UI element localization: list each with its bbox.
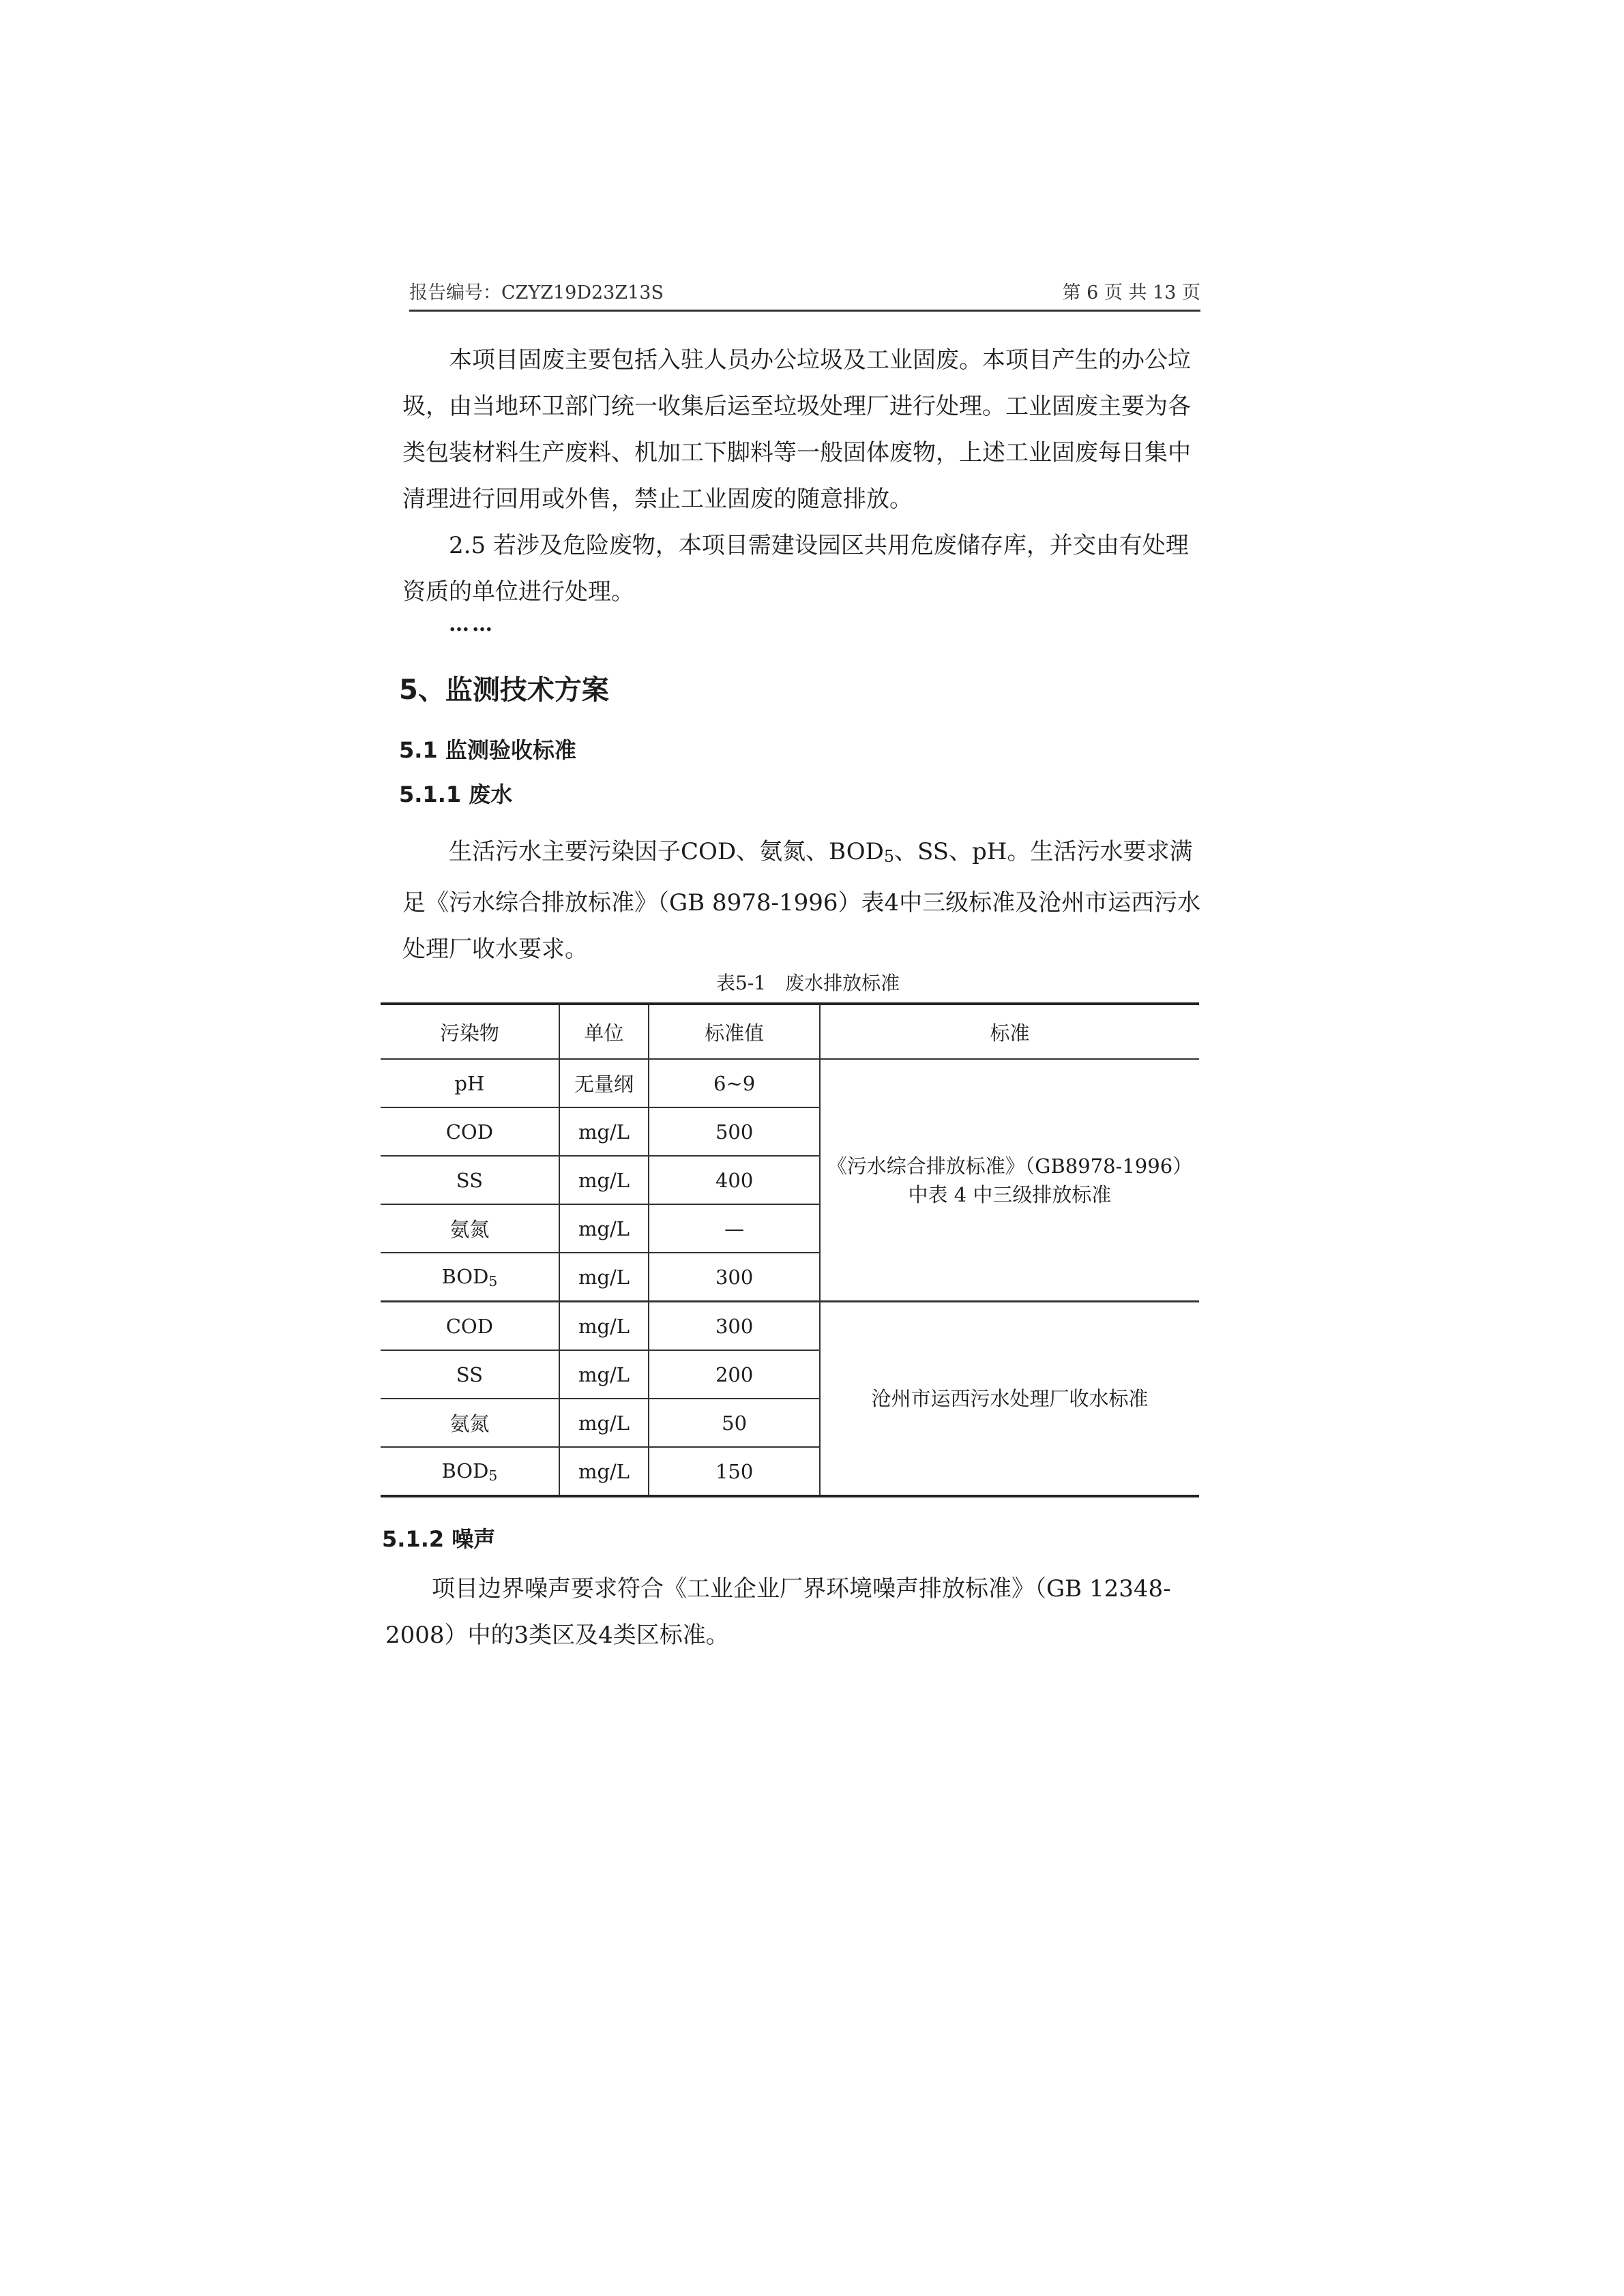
table-number: 表5-1	[716, 972, 767, 994]
unit-cell: 无量纲	[559, 1059, 649, 1107]
value-cell: 300	[649, 1253, 820, 1302]
unit-cell: mg/L	[559, 1156, 649, 1204]
standard-cell: 《污水综合排放标准》（GB8978-1996）中表 4 中三级排放标准	[820, 1059, 1199, 1302]
pollutant-cell: COD	[381, 1302, 559, 1351]
table-title: 废水排放标准	[785, 972, 900, 994]
paragraph-solid-waste: 本项目固废主要包括入驻人员办公垃圾及工业固废。本项目产生的办公垃圾，由当地环卫部门统一收集后运至垃圾处理厂进行处理。工业固废主要为各类包装材料生产废料、机加工下脚料等一般固体废物，上述工业固废每日集中清理进行回用或外售，禁止工业固废的随意排放。	[402, 346, 1191, 513]
subscript: 5	[488, 1467, 498, 1484]
table-header-row	[381, 1004, 1199, 1059]
subsection-heading-noise: 5.1.2 噪声	[382, 1526, 496, 1552]
unit-cell: mg/L	[559, 1107, 649, 1156]
paragraph-noise: 项目边界噪声要求符合《工业企业厂界环境噪声排放标准》（GB 12348-2008）中的3类区及4类区标准。	[385, 1575, 1171, 1649]
pollutant-cell: SS	[381, 1350, 559, 1399]
pollutant-cell: SS	[381, 1156, 559, 1204]
report-number: 报告编号：CZYZ19D23Z13S	[409, 282, 664, 303]
pollutant-name: BOD	[441, 1264, 489, 1288]
column-header: 单位	[559, 1004, 649, 1059]
unit-cell: mg/L	[559, 1447, 649, 1496]
paragraph-wastewater-part-a: 生活污水主要污染因子COD、氨氮、BOD	[449, 838, 884, 865]
unit-cell: mg/L	[559, 1204, 649, 1253]
value-cell: 200	[649, 1350, 820, 1399]
column-header: 标准值	[649, 1004, 820, 1059]
pollutant-cell: COD	[381, 1107, 559, 1156]
table-caption	[716, 968, 900, 996]
pollutant-cell	[381, 1447, 559, 1496]
pollutant-cell: 氨氮	[381, 1204, 559, 1253]
value-cell: 400	[649, 1156, 820, 1204]
page-header	[409, 280, 1200, 312]
unit-cell: mg/L	[559, 1302, 649, 1351]
subsection-heading: 5.1 监测验收标准	[399, 737, 576, 763]
column-header: 标准	[820, 1004, 1199, 1059]
paragraph-wastewater-part-b: 、SS、pH。生活污水要求满足《污水综合排放标准》（GB 8978-1996）表4中三级标准及沧州市运西污水处理厂收水要求。	[402, 838, 1201, 963]
page-number: 第 6 页 共 13 页	[1062, 282, 1200, 303]
unit-cell: mg/L	[559, 1350, 649, 1399]
value-cell: 300	[649, 1302, 820, 1351]
unit-cell: mg/L	[559, 1253, 649, 1302]
table-row	[381, 1302, 1199, 1351]
unit-cell: mg/L	[559, 1399, 649, 1447]
value-cell: 150	[649, 1447, 820, 1496]
pollutant-cell: 氨氮	[381, 1399, 559, 1447]
pollutant-cell: pH	[381, 1059, 559, 1107]
value-cell: 500	[649, 1107, 820, 1156]
section-heading: 5、监测技术方案	[399, 674, 609, 706]
subscript: 5	[883, 847, 895, 866]
value-cell: —	[649, 1204, 820, 1253]
paragraph-hazardous-waste: 2.5 若涉及危险废物，本项目需建设园区共用危废储存库，并交由有处理资质的单位进行处理。	[402, 532, 1189, 606]
subscript: 5	[488, 1272, 498, 1289]
paragraph-wastewater	[402, 829, 1204, 972]
pollutant-cell	[381, 1253, 559, 1302]
subsection-heading-wastewater: 5.1.1 废水	[399, 781, 513, 807]
column-header: 污染物	[381, 1004, 559, 1059]
value-cell: 50	[649, 1399, 820, 1447]
paragraph-ellipsis: ……	[449, 612, 495, 636]
standard-cell: 沧州市运西污水处理厂收水标准	[820, 1302, 1199, 1497]
table-row	[381, 1059, 1199, 1107]
wastewater-standard-table	[381, 1002, 1199, 1497]
pollutant-name: BOD	[441, 1459, 489, 1482]
value-cell: 6~9	[649, 1059, 820, 1107]
